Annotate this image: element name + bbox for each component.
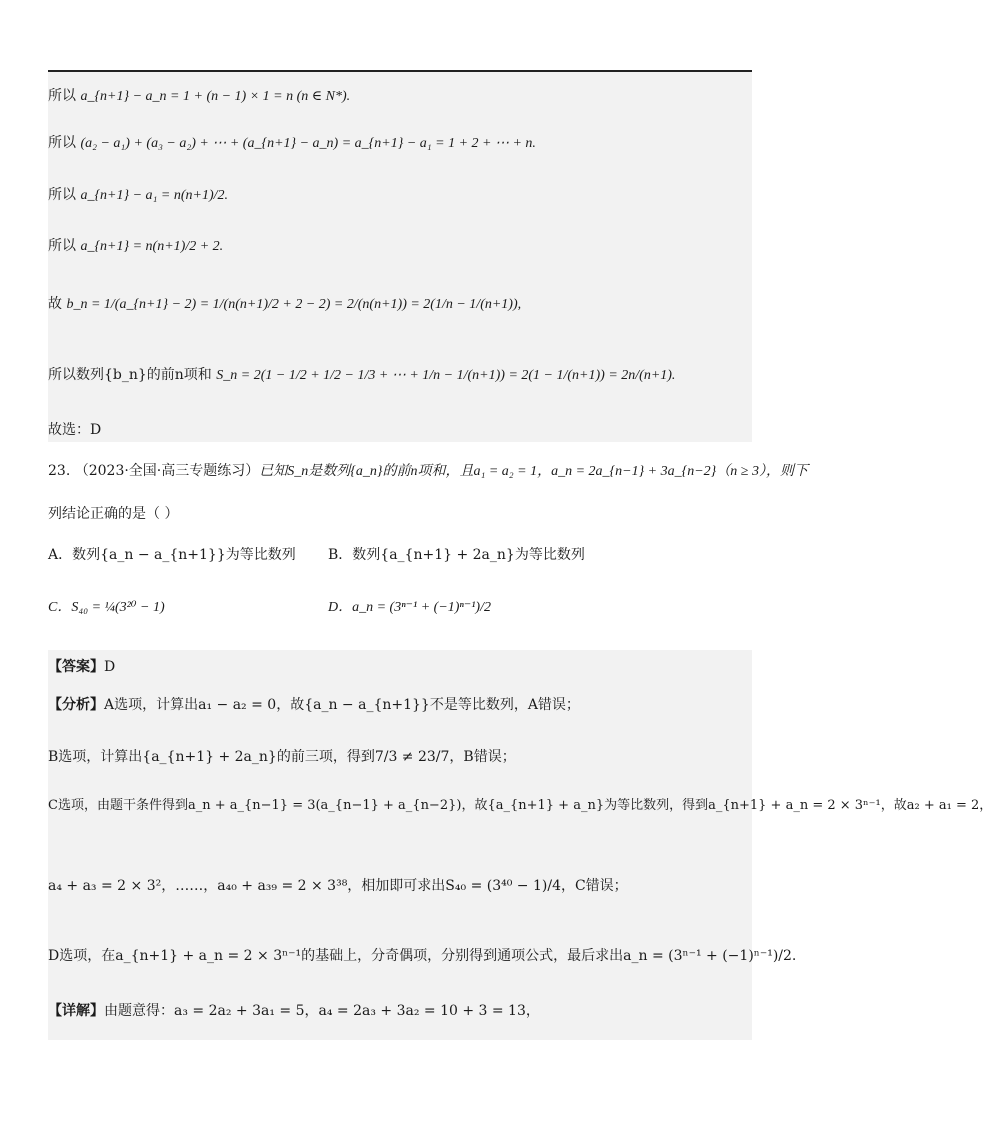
option-d: D．a_n = (3ⁿ⁻¹ + (−1)ⁿ⁻¹)/2 <box>328 600 491 615</box>
detail-text: 由题意得：a₃ = 2a₂ + 3a₁ = 5，a₄ = 2a₃ + 3a₂ = 10 + 3 = 13， <box>104 1003 540 1019</box>
detail-label: 【详解】 <box>48 1003 104 1019</box>
question-line-2: 列结论正确的是（ ） <box>48 506 179 522</box>
question-source: （2023·全国·高三专题练习） <box>74 463 260 479</box>
formula: a_{n+1} − a₁ = n(n+1)/2. <box>80 188 229 203</box>
solution-line-4 <box>48 236 752 257</box>
line-prefix: 所以 <box>48 238 76 254</box>
answer-label: 【答案】 <box>48 659 104 675</box>
line-prefix: 所以 <box>48 187 76 203</box>
answer-line <box>48 657 752 677</box>
answer-value: D <box>104 659 116 675</box>
line-prefix: 所以数列{b_n}的前n项和 <box>48 367 212 383</box>
line-prefix: 所以 <box>48 135 76 151</box>
formula: a_{n+1} = n(n+1)/2 + 2. <box>80 239 224 254</box>
analysis-label: 【分析】 <box>48 697 104 713</box>
question-number: 23. <box>48 463 71 479</box>
prev-solution-panel <box>48 72 752 442</box>
question-text: 已知S_n是数列{a_n}的前n项和，且a₁ = a₂ = 1，a_n = 2a_{n−1} + 3a_{n−2}（n ≥ 3），则下 <box>259 464 808 479</box>
solution-line-2 <box>48 133 752 154</box>
question-line-1 <box>48 461 808 482</box>
solution-line-3 <box>48 185 752 206</box>
analysis-line-d: D选项，在a_{n+1} + a_n = 2 × 3ⁿ⁻¹的基础上，分奇偶项，分别得到通项公式，最后求出a_n = (3ⁿ⁻¹ + (−1)ⁿ⁻¹)/2. <box>48 948 797 964</box>
analysis-text: A选项，计算出a₁ − a₂ = 0，故{a_n − a_{n+1}}不是等比数列，A错误； <box>104 697 580 713</box>
analysis-line-b: B选项，计算出{a_{n+1} + 2a_n}的前三项，得到7/3 ≠ 23/7，B错误； <box>48 749 516 765</box>
formula: S_n = 2(1 − 1/2 + 1/2 − 1/3 + ⋯ + 1/n − 1/(n+1)) = 2(1 − 1/(n+1)) = 2n/(n+1). <box>216 368 676 383</box>
line-prefix: 故 <box>48 296 62 312</box>
solution-line-1 <box>48 86 752 107</box>
line-prefix: 所以 <box>48 88 76 104</box>
formula: a_{n+1} − a_n = 1 + (n − 1) × 1 = n (n ∈ N*). <box>80 89 351 104</box>
option-a: A．数列{a_n − a_{n+1}}为等比数列 <box>48 547 296 563</box>
option-c: C．S₄₀ = ¼(3²⁰ − 1) <box>48 600 165 615</box>
detail-line <box>48 1001 752 1021</box>
solution-line-5 <box>48 294 752 315</box>
solution-answer: 故选：D <box>48 422 102 438</box>
solution-line-6 <box>48 365 752 386</box>
analysis-line-a <box>48 695 752 715</box>
analysis-line-c1: C选项，由题干条件得到a_n + a_{n−1} = 3(a_{n−1} + a_{n−2})，故{a_{n+1} + a_n}为等比数列，得到a_{n+1} + a_n = 2 × 3ⁿ⁻¹，故a₂ + a₁ = 2， <box>48 798 992 813</box>
option-b: B．数列{a_{n+1} + 2a_n}为等比数列 <box>328 547 585 563</box>
formula: b_n = 1/(a_{n+1} − 2) = 1/(n(n+1)/2 + 2 − 2) = 2/(n(n+1)) = 2(1/n − 1/(n+1)), <box>66 297 522 312</box>
analysis-line-c2: a₄ + a₃ = 2 × 3²，……，a₄₀ + a₃₉ = 2 × 3³⁸，相加即可求出S₄₀ = (3⁴⁰ − 1)/4，C错误； <box>48 878 628 894</box>
formula: (a₂ − a₁) + (a₃ − a₂) + ⋯ + (a_{n+1} − a_n) = a_{n+1} − a₁ = 1 + 2 + ⋯ + n. <box>80 136 536 151</box>
